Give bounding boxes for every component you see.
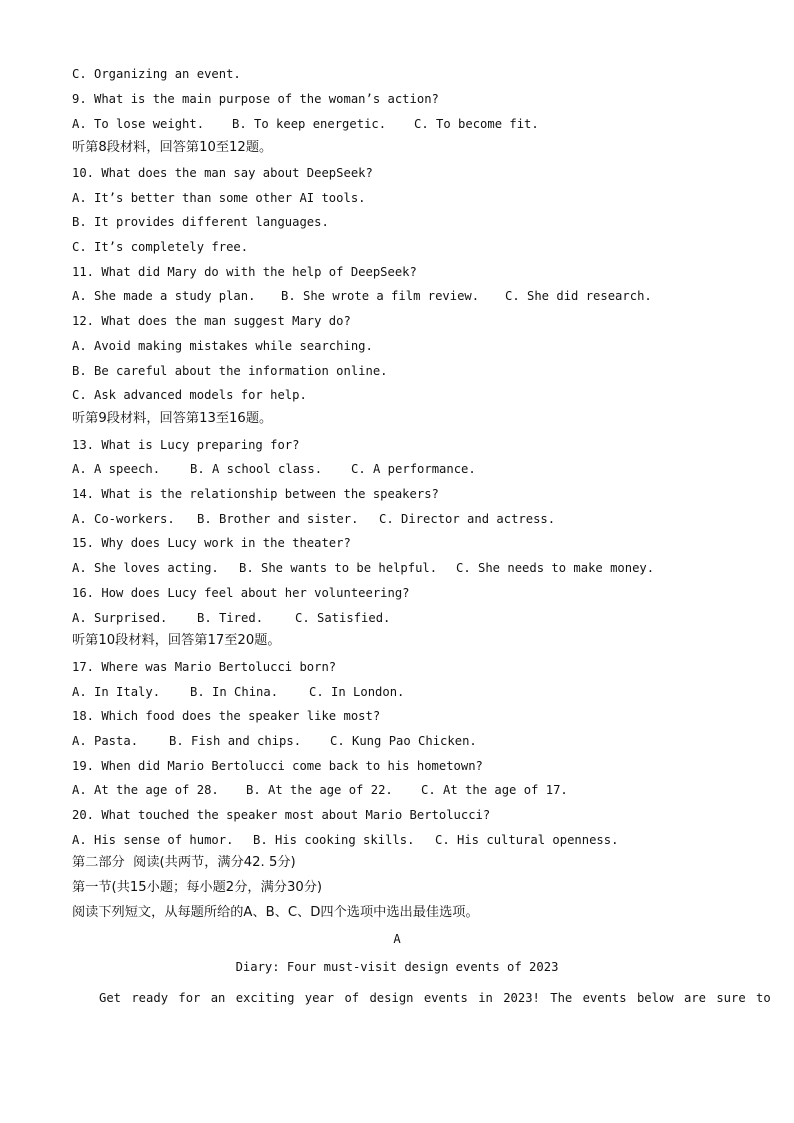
question-10: 10. What does the man say about DeepSeek? — [72, 166, 373, 180]
option-a: A. At the age of 28. — [72, 783, 219, 797]
option-b: B. Brother and sister. — [197, 512, 359, 526]
question-13: 13. What is Lucy preparing for? — [72, 438, 300, 452]
option-b: B. To keep energetic. — [232, 117, 387, 131]
option-a: A. In Italy. — [72, 685, 161, 699]
section-heading: 第一节(共15小题；每小题2分，满分30分) — [72, 880, 323, 895]
section-instruction-8: 听第8段材料，回答第10至12题。 — [72, 140, 273, 155]
option-c: C. Ask advanced models for help. — [72, 388, 307, 402]
option-a: A. Avoid making mistakes while searching. — [72, 339, 373, 353]
option-b: B. A school class. — [190, 462, 323, 476]
question-20: 20. What touched the speaker most about Mario Bertolucci? — [72, 808, 491, 822]
option-c: C. She did research. — [505, 289, 652, 303]
option-b: B. She wrote a film review. — [281, 289, 480, 303]
passage-label: A — [393, 932, 401, 946]
question-18: 18. Which food does the speaker like most? — [72, 709, 381, 723]
option-c: C. It’s completely free. — [72, 240, 249, 254]
option-b: B. Be careful about the information online. — [72, 364, 388, 378]
option-b: B. It provides different languages. — [72, 215, 329, 229]
question-14: 14. What is the relationship between the speakers? — [72, 487, 439, 501]
reading-instruction: 阅读下列短文，从每题所给的A、B、C、D四个选项中选出最佳选项。 — [72, 905, 479, 920]
option-c: C. She needs to make money. — [456, 561, 655, 575]
option-line: C. Organizing an event. — [72, 67, 241, 81]
option-a: A. Surprised. — [72, 611, 168, 625]
section-instruction-10: 听第10段材料，回答第17至20题。 — [72, 633, 281, 648]
option-a: A. Pasta. — [72, 734, 139, 748]
question-15: 15. Why does Lucy work in the theater? — [72, 536, 351, 550]
option-c: C. To become fit. — [414, 117, 539, 131]
option-c: C. Director and actress. — [379, 512, 556, 526]
option-b: B. Tired. — [197, 611, 264, 625]
question-19: 19. When did Mario Bertolucci come back to his hometown? — [72, 759, 483, 773]
part-heading: 第二部分 阅读(共两节，满分42. 5分) — [72, 855, 296, 870]
option-a: A. It’s better than some other AI tools. — [72, 191, 366, 205]
option-c: C. Kung Pao Chicken. — [330, 734, 477, 748]
option-b: B. In China. — [190, 685, 279, 699]
option-b: B. She wants to be helpful. — [239, 561, 438, 575]
question-9: 9. What is the main purpose of the woman’s action? — [72, 92, 439, 106]
option-c: C. A performance. — [351, 462, 476, 476]
option-a: A. She loves acting. — [72, 561, 219, 575]
passage-paragraph: Get ready for an exciting year of design events in 2023! The events below are sure to — [99, 991, 771, 1005]
option-a: A. Co-workers. — [72, 512, 175, 526]
option-a: A. His sense of humor. — [72, 833, 234, 847]
option-a: A. To lose weight. — [72, 117, 205, 131]
option-b: B. Fish and chips. — [169, 734, 302, 748]
option-c: C. His cultural openness. — [435, 833, 619, 847]
option-c: C. At the age of 17. — [421, 783, 568, 797]
option-c: C. Satisfied. — [295, 611, 391, 625]
option-a: A. She made a study plan. — [72, 289, 256, 303]
question-17: 17. Where was Mario Bertolucci born? — [72, 660, 337, 674]
question-12: 12. What does the man suggest Mary do? — [72, 314, 351, 328]
section-instruction-9: 听第9段材料，回答第13至16题。 — [72, 411, 273, 426]
option-c: C. In London. — [309, 685, 405, 699]
option-b: B. His cooking skills. — [253, 833, 415, 847]
question-11: 11. What did Mary do with the help of DeepSeek? — [72, 265, 417, 279]
option-b: B. At the age of 22. — [246, 783, 393, 797]
option-a: A. A speech. — [72, 462, 161, 476]
question-16: 16. How does Lucy feel about her volunteering? — [72, 586, 410, 600]
passage-title: Diary: Four must-visit design events of 2023 — [235, 960, 559, 974]
